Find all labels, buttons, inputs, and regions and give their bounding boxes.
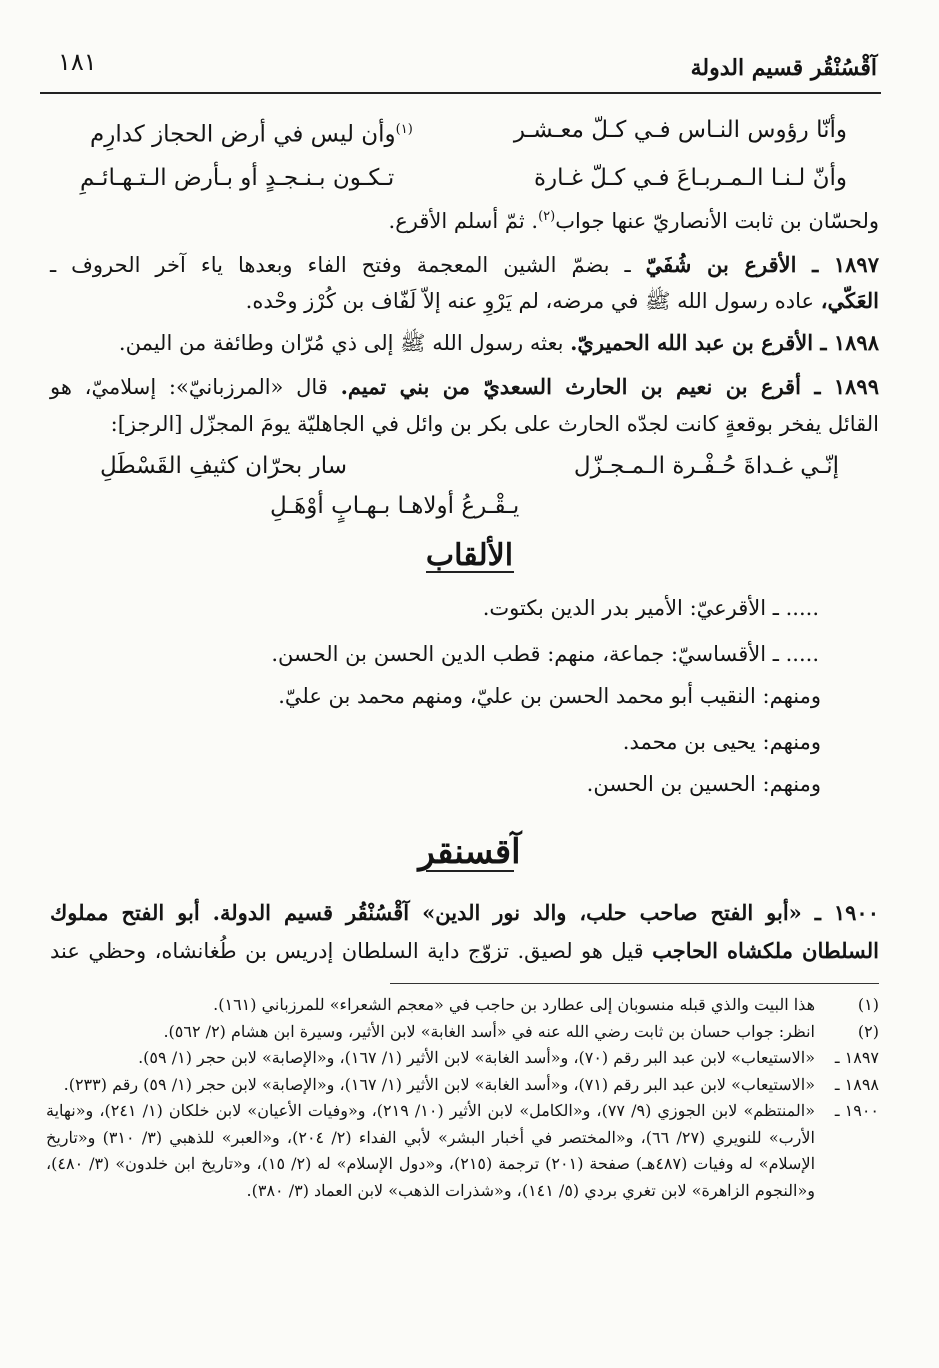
entry-1900-line-1: ١٩٠٠ ـ «أبو الفتح صاحب حلب، والد نور الدين» آقْسُنْقُر قسيم الدولة. أبو الفتح مملوك <box>50 900 879 925</box>
section-title-aqsunqur-text: آقسنقر <box>418 832 521 872</box>
section-title-alqab-text: الألقاب <box>425 538 514 573</box>
alqab-entry-4: ومنهم: يحيى بن محمد. <box>622 730 821 754</box>
hassan-tail: . ثمّ أسلم الأقرع. <box>388 209 539 233</box>
footnote <box>46 1019 879 1046</box>
hassan-text: ولحسّان بن ثابت الأنصاريّ عنها جواب <box>555 209 879 233</box>
footnote-text: «المنتظم» لابن الجوزي (٩/ ٧٧)، و«الكامل» لابن الأثير (١٠/ ٢١٩)، و«وفيات الأعيان» لابن خلكان (١/ ٢٤١)، و«نهاية الأرب» للنويري (٢٧/ ٦٦)، و«المختصر في أخبار البشر» لأبي الفداء (٢/ ٢٠٤)، و«العبر» للذهبي (٣/ ٣١٠) و«تاريخ الإسلام» له وفيات (٤٨٧هـ) صفحة (٢٠١) ترجمة (٢١٥)، و«دول الإسلام» له (٢/ ١٥)، و«تاريخ ابن خلدون» (٣/ ٤٨٠)، و«النجوم الزاهرة» لابن تغري بردي (٥/ ١٤١)، و«شذرات الذهب» لابن العماد (٣/ ٣٨٠). <box>46 1101 816 1200</box>
footnote-mark: (١) <box>857 995 879 1014</box>
footnote-mark: (٢) <box>857 1021 879 1041</box>
entry-1900-line-2 <box>50 932 879 970</box>
entry-1897-heading: ١٨٩٧ ـ الأقرع بن شُفَيّ <box>645 252 879 277</box>
verse-1-first-hemistich: وأنّا رؤوس النـاس فـي كـلّ معـشـر <box>513 117 847 143</box>
footnote-text: «الاستيعاب» لابن عبد البر رقم (٧١)، و«أسد الغابة» لابن الأثير (١/ ١٦٧)، و«الإصابة» لابن حجر (١/ ٥٩) رقم (٢٣٣). <box>63 1074 815 1094</box>
footnote-ref-1: (١) <box>395 122 413 137</box>
footnotes <box>46 992 879 1204</box>
entry-1900-text: قيل هو لصيق. تزوّج داية السلطان إدريس بن طُغانشاه، وحظي عند <box>50 939 653 963</box>
entry-1897-nisba: العَكّي، <box>820 288 879 313</box>
footnote-mark: ١٨٩٧ ـ <box>834 1048 879 1067</box>
running-title: آقْسُنْقُر قسيم الدولة <box>690 55 877 81</box>
alqab-entry-1: ..... ـ الأقرعيّ: الأمير بدر الدين بكتوت. <box>482 596 819 620</box>
footnote <box>46 1072 879 1099</box>
verse-2-second-hemistich: تـكـون بـنـجـدٍ أو بـأرض الـتـهـائـمِ <box>80 165 395 191</box>
footnote-separator <box>390 983 879 984</box>
entry-1898 <box>50 324 879 362</box>
entry-1899-line-1 <box>50 368 879 406</box>
verse-2-first-hemistich: وأنّ لـنـا الـمـربـاعَ فـي كـلّ غـارة <box>533 165 847 191</box>
alqab-entry-3: ومنهم: النقيب أبو محمد الحسن بن عليّ، ومنهم محمد بن عليّ. <box>278 684 821 708</box>
section-title-aqsunqur <box>0 832 939 872</box>
footnote-text: «الاستيعاب» لابن عبد البر رقم (٧٠)، و«أسد الغابة» لابن الأثير (١/ ١٦٧)، و«الإصابة» لابن حجر (١/ ٥٩). <box>138 1048 815 1067</box>
footnote-ref-2: (٢) <box>538 209 556 224</box>
alqab-entry-5: ومنهم: الحسين بن الحسن. <box>586 772 821 796</box>
entry-1899-text-1: قال «المرزبانيّ»: إسلاميّ، هو <box>50 375 341 399</box>
footnote <box>46 1045 879 1072</box>
entry-1897-line-1 <box>50 246 879 284</box>
entry-1899-line-2: القائل يفخر بوقعةٍ كانت لجدّه الحارث على بكر بن وائل في الجاهليّة يومَ المجزّل [الرجز]: <box>110 412 879 436</box>
entry-1900-bold-lead: السلطان ملكشاه الحاجب <box>652 938 880 963</box>
footnote <box>46 992 879 1019</box>
entry-1897-text-2: عاده رسول الله ﷺ في مرضه، لم يَرْوِ عنه إلاّ لَفّاف بن كُرْز وحْده. <box>245 289 821 313</box>
verse-1-second-hemistich <box>90 110 413 155</box>
header-rule <box>40 92 881 94</box>
entry-1899-verse-first: إنّـي غـداةَ حُـفْـرة الـمـجـزّل <box>573 453 839 479</box>
paragraph-hassan <box>50 198 879 240</box>
verse-1-second-text: وأن ليس في أرض الحجاز كدارِم <box>90 121 396 148</box>
entry-1899-verse-second: سار بحرّان كثيفِ القَسْطَلِ <box>100 453 348 479</box>
footnote <box>46 1098 879 1204</box>
alqab-entry-2: ..... ـ الأقساسيّ: جماعة، منهم: قطب الدين الحسن بن الحسن. <box>271 642 819 666</box>
footnote-text: هذا البيت والذي قبله منسوبان إلى عطارد بن حاجب في «معجم الشعراء» للمرزباني (١٦١). <box>213 995 815 1014</box>
entry-1897-line-2 <box>50 282 879 320</box>
footnote-mark: ١٩٠٠ ـ <box>834 1101 879 1120</box>
footnote-mark: ١٨٩٨ ـ <box>834 1074 879 1094</box>
entry-1899-verse-third: يـقْـرعُ أولاهـا بـهـابٍ أوْهَـلِ <box>270 493 520 519</box>
section-title-alqab <box>0 538 939 573</box>
page-number: ١٨١ <box>58 48 97 76</box>
entry-1899-heading: ١٨٩٩ ـ أقرع بن نعيم بن الحارث السعديّ من بني تميم. <box>340 374 879 399</box>
entry-1898-text: بعثه رسول الله ﷺ إلى ذي مُرّان وطائفة من اليمن. <box>118 331 571 355</box>
footnote-text: انظر: جواب حسان بن ثابت رضي الله عنه في «أسد الغابة» لابن الأثير، وسيرة ابن هشام (٢/ ٥٦٢). <box>163 1021 815 1041</box>
entry-1897-text-1: ـ بضمّ الشين المعجمة وفتح الفاء وبعدها ياء آخر الحروف ـ <box>50 253 646 277</box>
entry-1898-heading: ١٨٩٨ ـ الأقرع بن عبد الله الحميريّ. <box>570 330 879 355</box>
